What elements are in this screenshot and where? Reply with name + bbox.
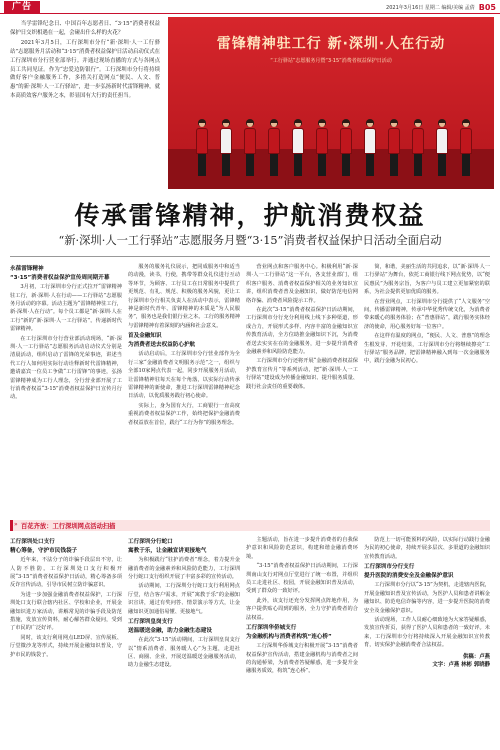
- paragraph: 活动启动后，工行深圳市分行营业部作为全行三家“金融消费者文明服务示范”之一，组织与全部10家网点代表一起，同步开展服务月活动，让雷锋精神驻每天在每个角落，以实际行动传承雷锋精神的新使命，推进工行深圳雷锋精神纪念日活动，以优质服务践行初心使命。: [128, 351, 240, 400]
- article-column-1: [10, 263, 122, 513]
- paragraph: 在工行深圳市分行营业部活动现场，“新·深圳·人一工行驿站”志愿服务活动启动仪式分别是清晨活动，组织启动了雷锋的光荣事迹，讲述当代工行人如何用实际行动诠释新时代雷锋精神，邀请嘉宾一位员工争做“工行雷锋”的事迹，弘扬雷锋精神成为工行人理念，分行营业部开展了工行消费者权益“3·15”消费者权益保护日宣传月行动。: [10, 335, 122, 401]
- paragraph: 工行深圳市分行以“3·15”为契机，走进辖内医院，开展金融知识普及宣传活动，为医护人员和患者讲解金融知识、防范电信诈骗等内容，进一步提升医院的消费安全及金融保护意识。: [364, 582, 490, 614]
- photo-person: [436, 119, 448, 179]
- article-column-3: [246, 263, 358, 513]
- paragraph: 近年来，不法分子的诈骗手段层出不穷，让人防不胜防。工行深圳处口支行积极开展“3·15”消费者权益保护日活动，精心筹备多项反诈宣传活动，引导市民树立防诈骗意识。: [10, 557, 122, 589]
- page-number: B05: [478, 2, 496, 12]
- paragraph: 活动现场，工作人员耐心细致地为大家答疑解惑，发放宣传折页，获得了医护人员和患者的一致好评。未来，工行深圳市分行将持续深入开展金融知识宣传教育，切实保护金融消费者合法权益。: [364, 617, 490, 649]
- paragraph: “3·15”消费者权益保护日活动期间，工行深圳南山支行对网点厅堂进行了统一布置，并组织员工走进社区、校园，开展金融知识普及活动，受到了群众的一致好评。: [246, 563, 358, 595]
- photo-banner-text: 雷锋精神驻工行 新·深圳·人在行动: [216, 36, 446, 52]
- photo-person: [316, 119, 328, 179]
- paragraph: 工行深圳华侨城支行积极开展“3·15”消费者权益保护宣传活动，搭建金融机构与消费者之间的沟通桥梁，为消费者答疑解惑，进一步提升金融服务质效，构筑“连心桥”。: [246, 643, 358, 675]
- paragraph: 防范上一切可能预料的风险，以实际行动践行金融为民的初心使命，持续开展多层次、多渠道的金融知识宣传教育活动。: [364, 537, 490, 560]
- section-banner: [10, 520, 490, 531]
- section-title: 工行深圳皇岗支行 送温暖送金融，助力金融生态建设: [128, 619, 212, 634]
- paragraph: 在此次“3·15”消费者权益保护日活动期间，工行深圳市分行充分利用线上线下多种渠道，形成合力，开展形式多样、内容丰富的金融知识宣传教育活动，全方位助推金融知识下沉，为消费者送去实实在在的金融服务，进一步提升消费者金融素养和风险防范能力。: [246, 307, 358, 356]
- header-meta: [386, 1, 496, 13]
- photo-person: [196, 119, 208, 179]
- photo-person: [244, 119, 256, 179]
- paragraph: 活动期间，工行深圳分行蛇口支行利用网点厅堂，结合客户需求，开展“寓教于乐”的金融知识宣讲，通过有奖问答、情景演示等方式，让金融知识更加通俗易懂、更接地气。: [128, 583, 240, 615]
- paragraph: 此外，该支行还充分发挥网点阵地作用，为客户提供贴心周到的服务，全力守护消费者的合法权益。: [246, 597, 358, 621]
- photo-person: [460, 119, 472, 179]
- paragraph: 服务的服务礼仪展示，把同成服务中和适当的动漫，读书，行使，携带等群众礼仪进行互动等环节，为顾客、工行员工在日常服务中提供了更规范、有礼、规范、积极的服务风貌，更让工行深圳市分行相关负责人在活动中表示，雷锋精神是新时代青年、雷锋精神的本质是“为人民服务”，服务也是我们银行业之本。工行的服务精神与雷锋精神有着深刻的内涵和社会意义。: [128, 264, 240, 329]
- paragraph: 实际上，身为国有大行，工商银行一直高度重视消费者权益保护工作，始终把保护金融消费者权益放在首位，践行“工行为你”的服务理念。: [128, 402, 240, 426]
- article-column-2: [128, 263, 240, 513]
- paragraph: 同时，该支行利用网点LED屏、宣传展板、厅堂微沙龙等形式，持续开展金融知识普及，守护市民的钱袋子。: [10, 634, 122, 658]
- paragraph: 在这样有温度的网点，“便民、人文、普惠”的理念生根发芽、开花结果，工行深圳市分行将继续擦亮“工行驿站”服务品牌，把雷锋精神融入到每一次金融服务中，践行金融为民初心。: [364, 333, 490, 365]
- paragraph: 营业网点和客户服务中心。积极利用“新·深圳·人一工行驿站”这一平台，各支营业部门，组织客户服务、消费者权益保护相关的业务知识宣讲，组织消费者普及金融知识，做好防范电信网络诈骗、消费者风险提示工作。: [246, 264, 358, 304]
- section-title: 首及金融知识 为消费者送去权益防心护航: [128, 333, 196, 348]
- paragraph: 工行深圳市分行还将开展“金融消费者权益保护教育宣传月”等系列活动，把“新·深圳·人一工行驿站”建设成为传播金融知识、提升服务质量、践行社会责任的重要载体。: [246, 358, 358, 390]
- paragraph: 在此次“3·15”活动期间，工行深圳皇岗支行以“情系消费者、服务暖人心”为主题，走进社区、商圈、企业，开展送温暖送金融服务活动，助力金融生态建设。: [128, 637, 240, 669]
- paragraph: 简，和谐，美丽生活的共同追求，以“新·深圳·人一工行驿站”为舞台，依托工商银行线下网点优势，以“便民惠民”为服务宗旨，为客户与员工建立更加紧密的联系，为社会提供更加优质的服务。: [364, 264, 490, 296]
- photo-person: [388, 119, 400, 179]
- article-headline: 传承雷锋精神，护航消费权益: [74, 201, 426, 230]
- page-header: [0, 0, 500, 14]
- event-photo: [168, 17, 494, 189]
- article-column-4: [364, 263, 490, 513]
- paragraph: 在营业网点，工行深圳市分行提供了“人文服务”空间，传播雷锋精神，传承中华优秀传统文化，为消费者带来暖心的服务体验；在“普惠驿站”，践行服务实体经济的使命，用心服务好每一位客户。: [364, 298, 490, 330]
- article-column-8: [364, 536, 490, 746]
- section-title: 工行深圳华侨城支行 为金融机构与消费者构筑“连心桥”: [246, 625, 332, 640]
- article-subheadline: “新·深圳·人一工行驿站”志愿服务月暨“3·15”消费者权益保护日活动全面启动: [58, 234, 442, 247]
- photo-person: [364, 119, 376, 179]
- issue-date: 2021年3月16日 星期二 编辑/美编 孟倩: [386, 4, 475, 11]
- section-title: 工行深圳处口支行 精心筹备，守护市民钱袋子: [10, 539, 78, 554]
- headline-divider: [10, 256, 490, 257]
- section-title: 工行深圳分行蛇口 寓教于乐，让金融宣讲更接地气: [128, 539, 207, 554]
- photo-person: [220, 119, 232, 179]
- intro-paragraph: 2021年3月5日，工行深圳市分行“新·深圳·人一工行驿站”志愿服务月活动和“3·15”消费者权益保护日活动启动仪式在工行深圳市分行营业部举行。并通过现场直播的方式与各网点员工共同见证。作为“忠爱边防银行”。工行深圳市分行将持续做好客户金融服务工作，多措关打造网点“便民、人文、普惠”的新·深圳·人一工行驿站”，进一步弘扬新时代雷锋精神，就本高质效客户服务之本，彰显国有大行的责任担当。: [10, 40, 160, 99]
- paragraph: 3月初，工行深圳市分行正式拉开“雷锋精神驻工行，新·深圳·人在行动——工行驿站”志愿服务月活动的序幕。活动主题为“雷锋精神驻工行，新·深圳·人在行动”。每个员工都是“新·深圳·人在工行”新的“新·深圳·人一工行驿站”。传递新时代雷锋精神。: [10, 284, 122, 333]
- intro-paragraph: 当学雷锋纪念日、中国百年志愿者日、“3·15”消费者权益保护日交织相遇在一起，会碰出什么样的火花？: [10, 21, 160, 36]
- section-title: 工行深圳市分行支行 提升医院的消费安全及金融保护意识: [364, 564, 454, 579]
- photo-caption: “工行驿站”志愿服务月暨“3·15”消费者权益保护日活动: [270, 58, 392, 64]
- article-credits: 供稿：卢燕 文字：卢燕 林彬 郭晓静: [432, 653, 490, 668]
- intro-text: [10, 20, 160, 102]
- article-column-7: [246, 536, 358, 746]
- chevron-right-icon: »: [14, 521, 18, 528]
- section-label: 广告: [4, 1, 40, 13]
- section-banner-text: 百花齐放：工行深圳网点活动扫描: [21, 523, 116, 530]
- paragraph: 为积极践行“驻护消费者”理念，着力提升金融消费者的金融素养和风险防范能力，工行深圳分行蛇口支行组织开展了丰富多彩的宣传活动。: [128, 557, 240, 580]
- paragraph: 主题活动，旨在进一步提升消费者的自我保护意识和风险防范意识，构建和谐金融消费环境。: [246, 537, 358, 560]
- photo-person: [412, 119, 424, 179]
- article-column-6: [128, 536, 240, 746]
- photo-person: [292, 119, 304, 179]
- section-title: 永葆雷锋精神 “3·15”消费者权益保护宣传周同期开幕: [10, 266, 110, 281]
- paragraph: 为进一步加强金融消费者权益保护，工行深圳处口支行联合辖内社区、学校和企业，开展金融知识进万家活动，讲解常见的诈骗手段及防范措施，发放宣传资料，耐心解答群众疑问，受到了市民的广泛好评。: [10, 591, 122, 632]
- photo-person: [268, 119, 280, 179]
- article-column-5: [10, 536, 122, 746]
- photo-person: [340, 119, 352, 179]
